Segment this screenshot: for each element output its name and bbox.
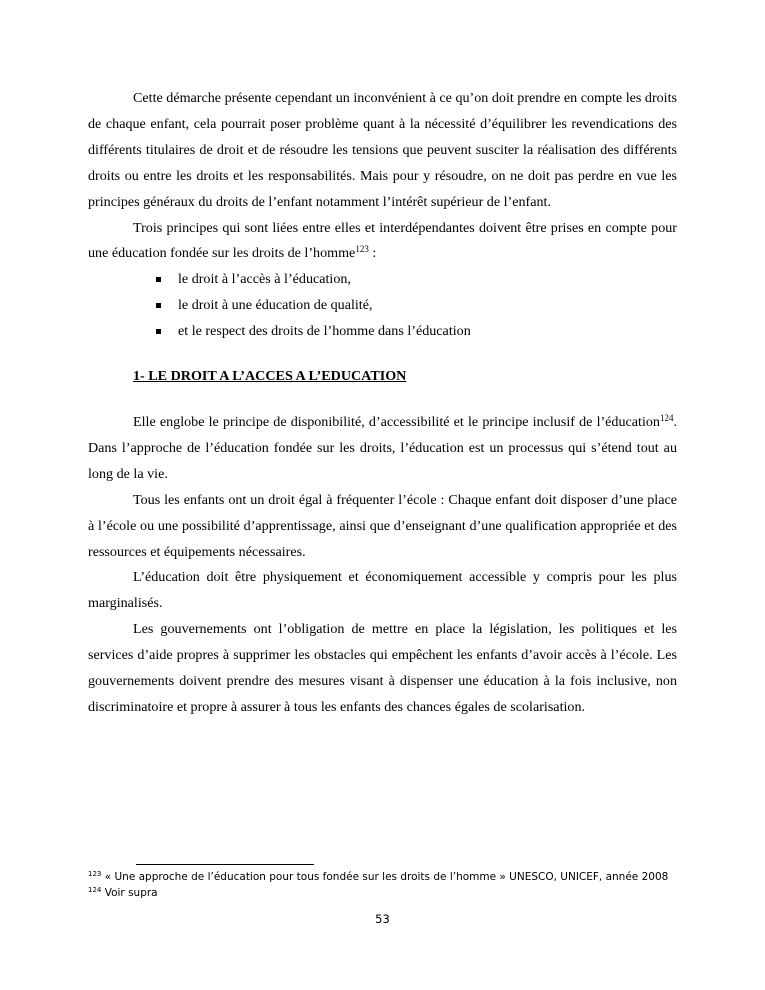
paragraph-3-text: Elle englobe le principe de disponibilité, d’accessibilité et le principe inclusif de l’éducation	[133, 413, 660, 430]
footnote-number: 124	[88, 885, 102, 894]
footnote-124	[88, 886, 688, 902]
footnote-separator	[136, 864, 314, 865]
square-bullet-icon	[156, 303, 161, 308]
footnote-123	[88, 870, 688, 886]
page-number: 53	[375, 912, 390, 926]
principles-list	[88, 267, 677, 345]
list-item-text: et le respect des droits de l’homme dans l’éducation	[178, 323, 471, 340]
footnote-number: 123	[88, 870, 102, 878]
paragraph-2-text: Trois principes qui sont liées entre elles et interdépendantes doivent être prises en compte pour une éducation fondée sur les droits de l’homme	[88, 219, 677, 262]
footnotes	[88, 870, 688, 901]
square-bullet-icon	[156, 329, 161, 334]
list-item-text: le droit à une éducation de qualité,	[178, 297, 373, 314]
list-item-text: le droit à l’accès à l’éducation,	[178, 271, 351, 288]
paragraph-2-tail: :	[368, 245, 377, 262]
paragraph-5: L’éducation doit être physiquement et économiquement accessible y compris pour les plus marginalisés.	[88, 569, 677, 612]
paragraph-4: Tous les enfants ont un droit égal à fréquenter l’école : Chaque enfant doit disposer d’une place à l’école ou une possibilité d’apprentissage, ainsi que d’enseignant d’une qualification appropriée et des ressources et équipements nécessaires.	[88, 491, 677, 560]
paragraph-3	[88, 410, 677, 488]
list-item	[156, 319, 677, 345]
footnote-ref-124[interactable]: 124	[659, 412, 674, 423]
paragraph-2	[88, 216, 677, 268]
list-item	[156, 267, 677, 293]
section-heading: 1- LE DROIT A L’ACCES A L’EDUCATION	[133, 368, 407, 385]
paragraph-3-tail: . Dans l’approche de l’éducation fondée sur les droits, l’éducation est un processus qui s’étend tout au long de la vie.	[88, 413, 677, 482]
paragraph-1: Cette démarche présente cependant un inconvénient à ce qu’on doit prendre en compte les droits de chaque enfant, cela pourrait poser problème quant à la nécessité d’équilibrer les revendications des différents titulaires de droit et de résoudre les tensions que peuvent susciter la réalisation des différents droits ou entre les droits et les responsabilités. Mais pour y résoudre, on ne doit pas perdre en vue les principes généraux du droits de l’enfant notamment l’intérêt supérieur de l’enfant.	[88, 90, 677, 210]
footnote-ref-123[interactable]: 123	[355, 244, 369, 255]
page-body	[88, 86, 677, 721]
square-bullet-icon	[156, 277, 161, 282]
list-item	[156, 293, 677, 319]
footnote-text: « Une approche de l’éducation pour tous fondée sur les droits de l’homme » UNESCO, UNICEF, année 2008	[101, 871, 669, 883]
footnote-text: Voir supra	[101, 886, 158, 899]
paragraph-6: Les gouvernements ont l’obligation de mettre en place la législation, les politiques et les services d’aide propres à supprimer les obstacles qui empêchent les enfants d’avoir accès à l’école. Les gouvernements doivent prendre des mesures visant à dispenser une éducation à la fois inclusive, non discriminatoire et propre à assurer à tous les enfants des chances égales de scolarisation.	[88, 621, 677, 715]
